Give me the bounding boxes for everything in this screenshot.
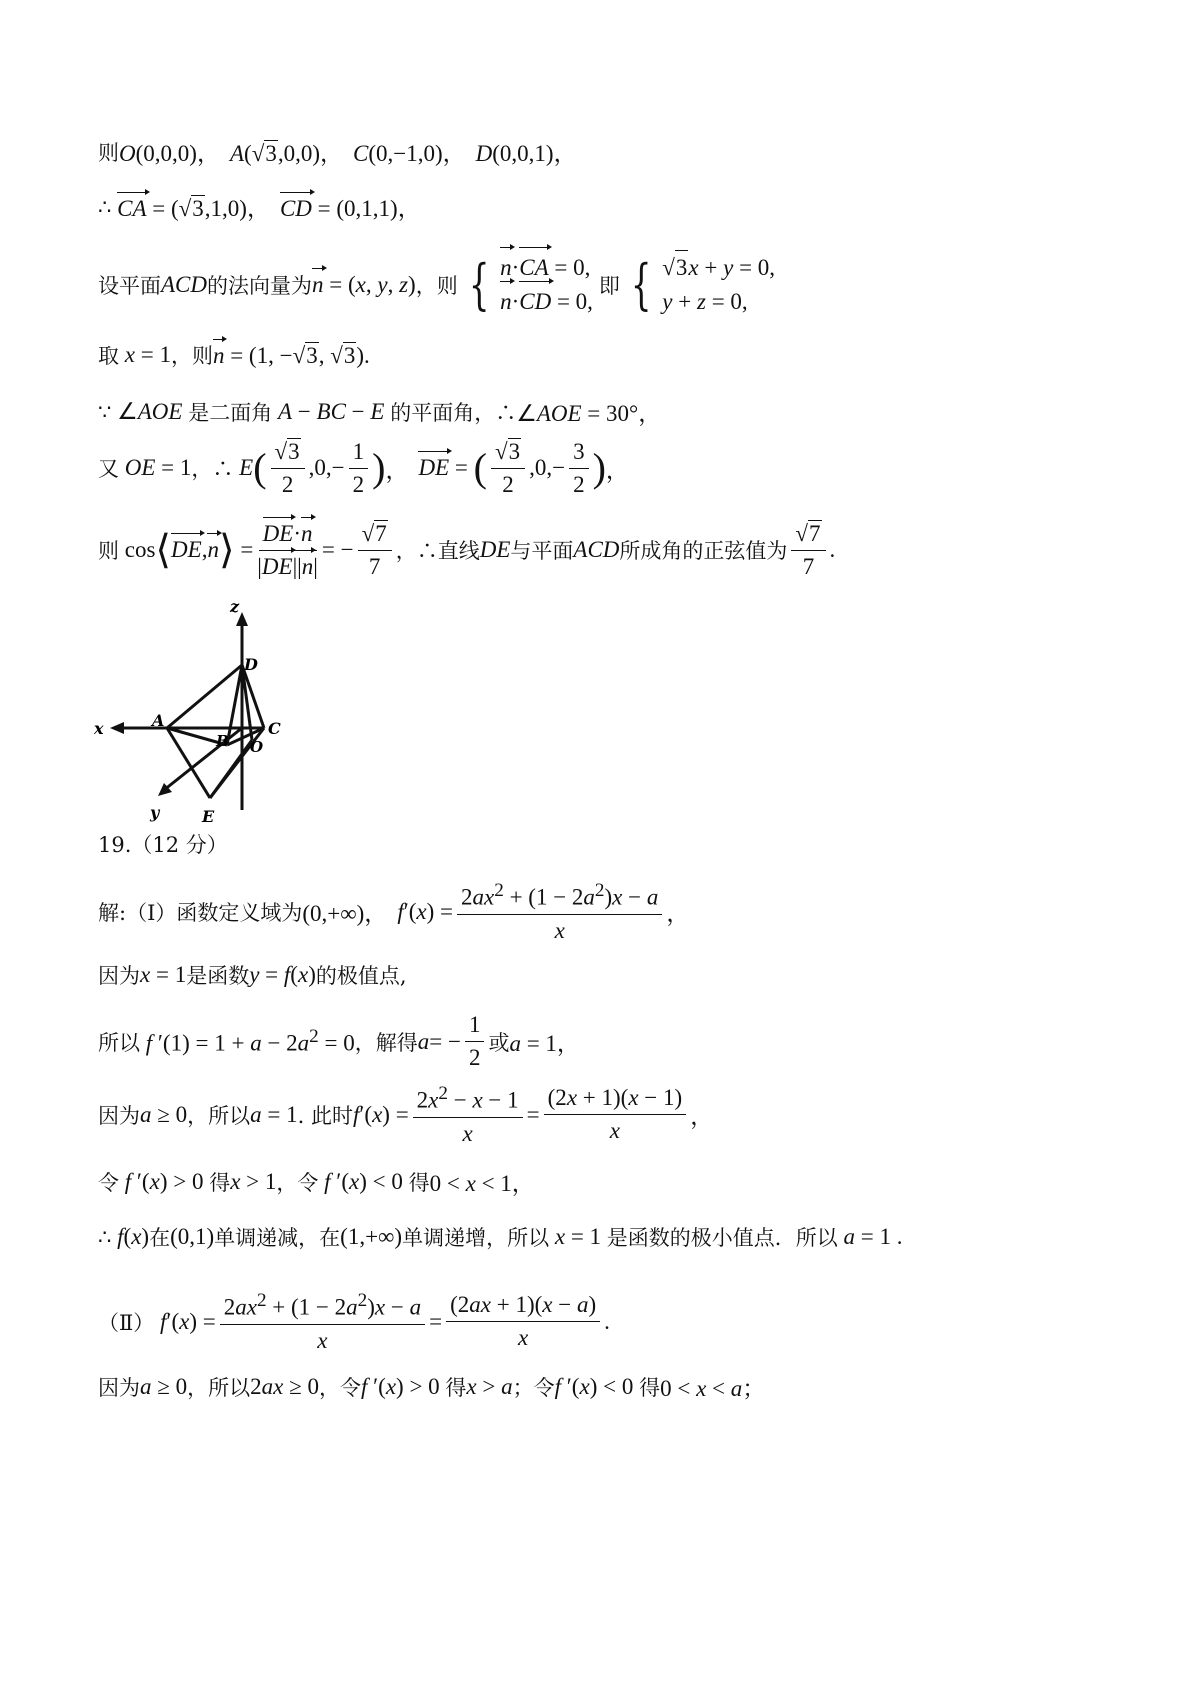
cos-line <box>98 520 835 580</box>
text: 又 <box>98 457 119 481</box>
math: a = − $\frac{1}{2}$ <box>418 1012 489 1071</box>
math-e: E ( √ 3 2 ,0,− $\frac{1}{2}$ ) ， DE = ( √ 3 2 ,0,− $\frac{3}{2}$ ) ， <box>239 438 629 497</box>
label-d: D <box>244 655 258 674</box>
math: f ′( x ) = $\frac{2x^2 - x - 1}{x}$ = $\frac{(2x + 1)(x - 1)}{x}$ ， <box>352 1083 714 1146</box>
math: f ′(x) < 0 <box>324 1168 409 1194</box>
text: 得 <box>445 1375 467 1400</box>
text: 单调递减，在 <box>214 1226 341 1250</box>
text: 则 <box>98 539 119 563</box>
q19-part1-line <box>98 880 689 944</box>
q19-monotone-line <box>98 1222 903 1252</box>
math-derivative: (0,+∞)， f ′( x ) = $\frac{2ax^2 + (1 - 2a^2)x - a}{x}$ ， <box>302 880 690 943</box>
label-c: C <box>268 719 281 738</box>
text: ∵ <box>98 399 112 424</box>
text: 是函数的极小值点．所以 <box>606 1226 838 1250</box>
math: f ′( x ) = $\frac{2ax^2 + (1 - 2a^2)x - a}{x}$ = $\frac{(2ax + 1)(x - a)}{x}$ . <box>160 1290 610 1353</box>
geometry-figure <box>92 600 312 840</box>
label-x: x <box>94 719 104 738</box>
math-cos: cos ⟨ DE , n ⟩ = $\frac{DE\cdot n}{|DE||n|}$ = − √ 7 7 <box>119 520 396 580</box>
take-x-line <box>98 340 370 370</box>
math: x = 1 <box>140 962 187 987</box>
math: A − BC − E <box>277 398 385 424</box>
text: 得 <box>209 1170 231 1195</box>
angle-line <box>98 395 661 428</box>
math: (0,1) <box>170 1224 215 1249</box>
coords-line <box>98 135 577 168</box>
math: f ′(x) < 0 <box>554 1373 640 1399</box>
math-vectors: CA = (√ 3 ,1,0)， CD = (0,1,1)， <box>117 196 421 221</box>
math: a = 1， <box>509 1031 580 1056</box>
text: 是二面角 <box>188 400 273 425</box>
text: （Ⅱ） <box>98 1310 155 1335</box>
math: 0 < x < a； <box>660 1376 766 1401</box>
brace: { <box>468 252 490 316</box>
text: 因为 <box>98 1375 140 1400</box>
q19-sign-line <box>98 1165 535 1198</box>
text: 因为 <box>98 964 140 988</box>
math: (1,+∞) <box>340 1224 403 1249</box>
text: ，令 <box>276 1170 319 1195</box>
label-e: E <box>202 807 215 826</box>
text: 所成角的正弦值为 <box>619 539 788 563</box>
text: 取 <box>98 344 119 368</box>
text: 在 <box>149 1226 171 1250</box>
text: . 此时 <box>297 1103 353 1128</box>
normal-vector-line <box>98 250 775 319</box>
line-de: DE <box>479 537 511 562</box>
text: ∴ <box>98 1225 112 1249</box>
text: ，所以 <box>187 1103 251 1128</box>
math: a ≥ 0 <box>140 1101 188 1127</box>
math: OE = 1 <box>124 455 192 480</box>
q19-solve-line <box>98 1012 580 1071</box>
math: f $'(1) = 1 + a - 2a^2 = 0$ <box>145 1026 355 1056</box>
text: 则 <box>98 140 119 165</box>
text: 与平面 <box>510 539 574 563</box>
text: ，则 <box>415 273 458 298</box>
text: ，解得 <box>354 1030 418 1055</box>
math: f ′(x) > 0 <box>124 1168 210 1194</box>
system-1: n·CA = 0, n·CD = 0, <box>500 251 593 319</box>
text: 所以 <box>98 1030 140 1055</box>
label-b: B <box>216 732 229 750</box>
math-n: n = (x, y, z) <box>312 271 416 297</box>
math: x = 1 <box>554 1224 607 1249</box>
text: ，则 <box>170 344 213 368</box>
math: a ≥ 0 <box>140 1373 188 1399</box>
math: x = 1 <box>124 342 171 367</box>
text: 因为 <box>98 1103 140 1128</box>
text: 的法向量为 <box>207 273 312 298</box>
text: 是函数 <box>186 964 250 988</box>
label-o: O <box>250 738 264 756</box>
text: 令 <box>98 1170 119 1195</box>
text: 的平面角，∴ <box>390 400 517 425</box>
text: 得 <box>408 1170 430 1195</box>
math: ∠AOE <box>111 398 183 424</box>
math: y = f(x) <box>249 962 316 987</box>
system-2: √ 3 x + y = 0, y + z = 0, <box>662 250 775 319</box>
math: f(x) <box>117 1224 150 1249</box>
text: ，∴直线 <box>395 539 480 563</box>
text: 解:（Ⅰ）函数定义域为 <box>98 900 303 925</box>
math: a = 1 <box>250 1101 298 1127</box>
math: x > a <box>466 1373 513 1399</box>
math: f ′(x) > 0 <box>360 1373 446 1399</box>
text: 的极值点, <box>315 964 407 988</box>
vectors-line <box>98 190 421 223</box>
math: x > 1 <box>230 1168 277 1194</box>
text: ，∴ <box>191 457 234 481</box>
q19-case-line <box>98 1083 713 1147</box>
label-y: y <box>150 803 160 822</box>
math-n-value: n = (1, −√ 3 , √ 3 ). <box>212 342 370 368</box>
text: ，所以 <box>187 1375 251 1400</box>
plane-acd: ACD <box>161 271 207 297</box>
q19-extremum-line <box>98 960 407 990</box>
math: 0 < x < 1， <box>429 1171 535 1196</box>
text: ；令 <box>512 1375 555 1400</box>
q19-part2-line <box>98 1290 610 1354</box>
oe-line <box>98 438 629 498</box>
math: 2ax ≥ 0 <box>250 1373 319 1399</box>
math-answer: √ 7 7 . <box>787 520 835 580</box>
text: 或 <box>488 1030 510 1055</box>
x-arrow <box>110 722 124 734</box>
text: 得 <box>639 1375 661 1400</box>
q19-part2-sign-line <box>98 1370 765 1403</box>
text: 即 <box>598 273 620 298</box>
label-z: z <box>230 600 240 616</box>
therefore: ∴ <box>98 194 112 219</box>
text: 设平面 <box>98 273 161 298</box>
brace: { <box>630 252 652 316</box>
math-coords: O(0,0,0)， A(√ 3 ,0,0)， C(0,−1,0)， D(0,0,1)， <box>119 141 577 166</box>
text: 单调递增，所以 <box>402 1226 550 1250</box>
plane-acd: ACD <box>573 537 620 562</box>
math: a = 1 . <box>843 1224 903 1249</box>
label-a: A <box>152 711 165 730</box>
q19-heading <box>98 829 228 859</box>
math: ∠AOE = 30°， <box>516 401 662 426</box>
text: ，令 <box>318 1375 361 1400</box>
heading: 19.（12 分） <box>98 833 228 857</box>
